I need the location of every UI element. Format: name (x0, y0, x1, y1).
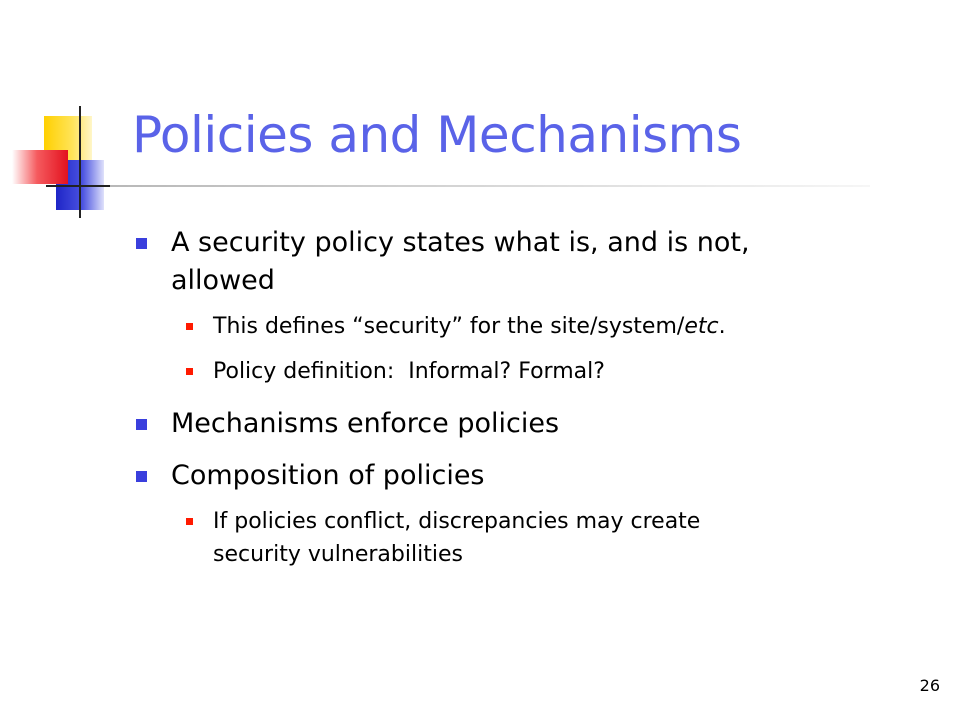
sub-bullet-text-line: security vulnerabilities (213, 542, 463, 567)
vertical-line-decoration (79, 106, 81, 218)
sub-bullet-italic-text: etc (684, 314, 719, 339)
red-square-decoration (12, 150, 68, 184)
small-square-bullet-icon (186, 518, 193, 525)
small-square-bullet-icon (186, 368, 193, 375)
bullet-text-line: A security policy states what is, and is not, (171, 227, 750, 258)
square-bullet-icon (136, 471, 147, 482)
slide-title: Policies and Mechanisms (132, 106, 742, 164)
square-bullet-icon (136, 419, 147, 430)
bullet-item-composition (136, 457, 896, 495)
sub-bullet-text: This defines “security” for the site/system/ (213, 314, 685, 339)
bullet-list (136, 224, 896, 571)
sub-bullet-conflict (136, 505, 896, 571)
page-number: 26 (919, 676, 940, 695)
bullet-text-line: allowed (171, 265, 275, 296)
square-bullet-icon (136, 238, 147, 249)
decorative-squares-logo (0, 0, 140, 220)
bullet-text: Composition of policies (171, 460, 485, 491)
horizontal-line-decoration (46, 185, 110, 187)
small-square-bullet-icon (186, 323, 193, 330)
sub-bullet-defines-security (136, 310, 896, 343)
title-underline (110, 185, 870, 187)
sub-bullet-policy-definition (136, 355, 896, 388)
sub-bullet-text-line: If policies conflict, discrepancies may create (213, 509, 701, 534)
bullet-text: Mechanisms enforce policies (171, 408, 560, 439)
sub-bullet-text: . (718, 314, 726, 339)
bullet-item-security-policy (136, 224, 896, 300)
bullet-item-mechanisms (136, 405, 896, 443)
sub-bullet-text: Policy definition: Informal? Formal? (213, 359, 605, 384)
